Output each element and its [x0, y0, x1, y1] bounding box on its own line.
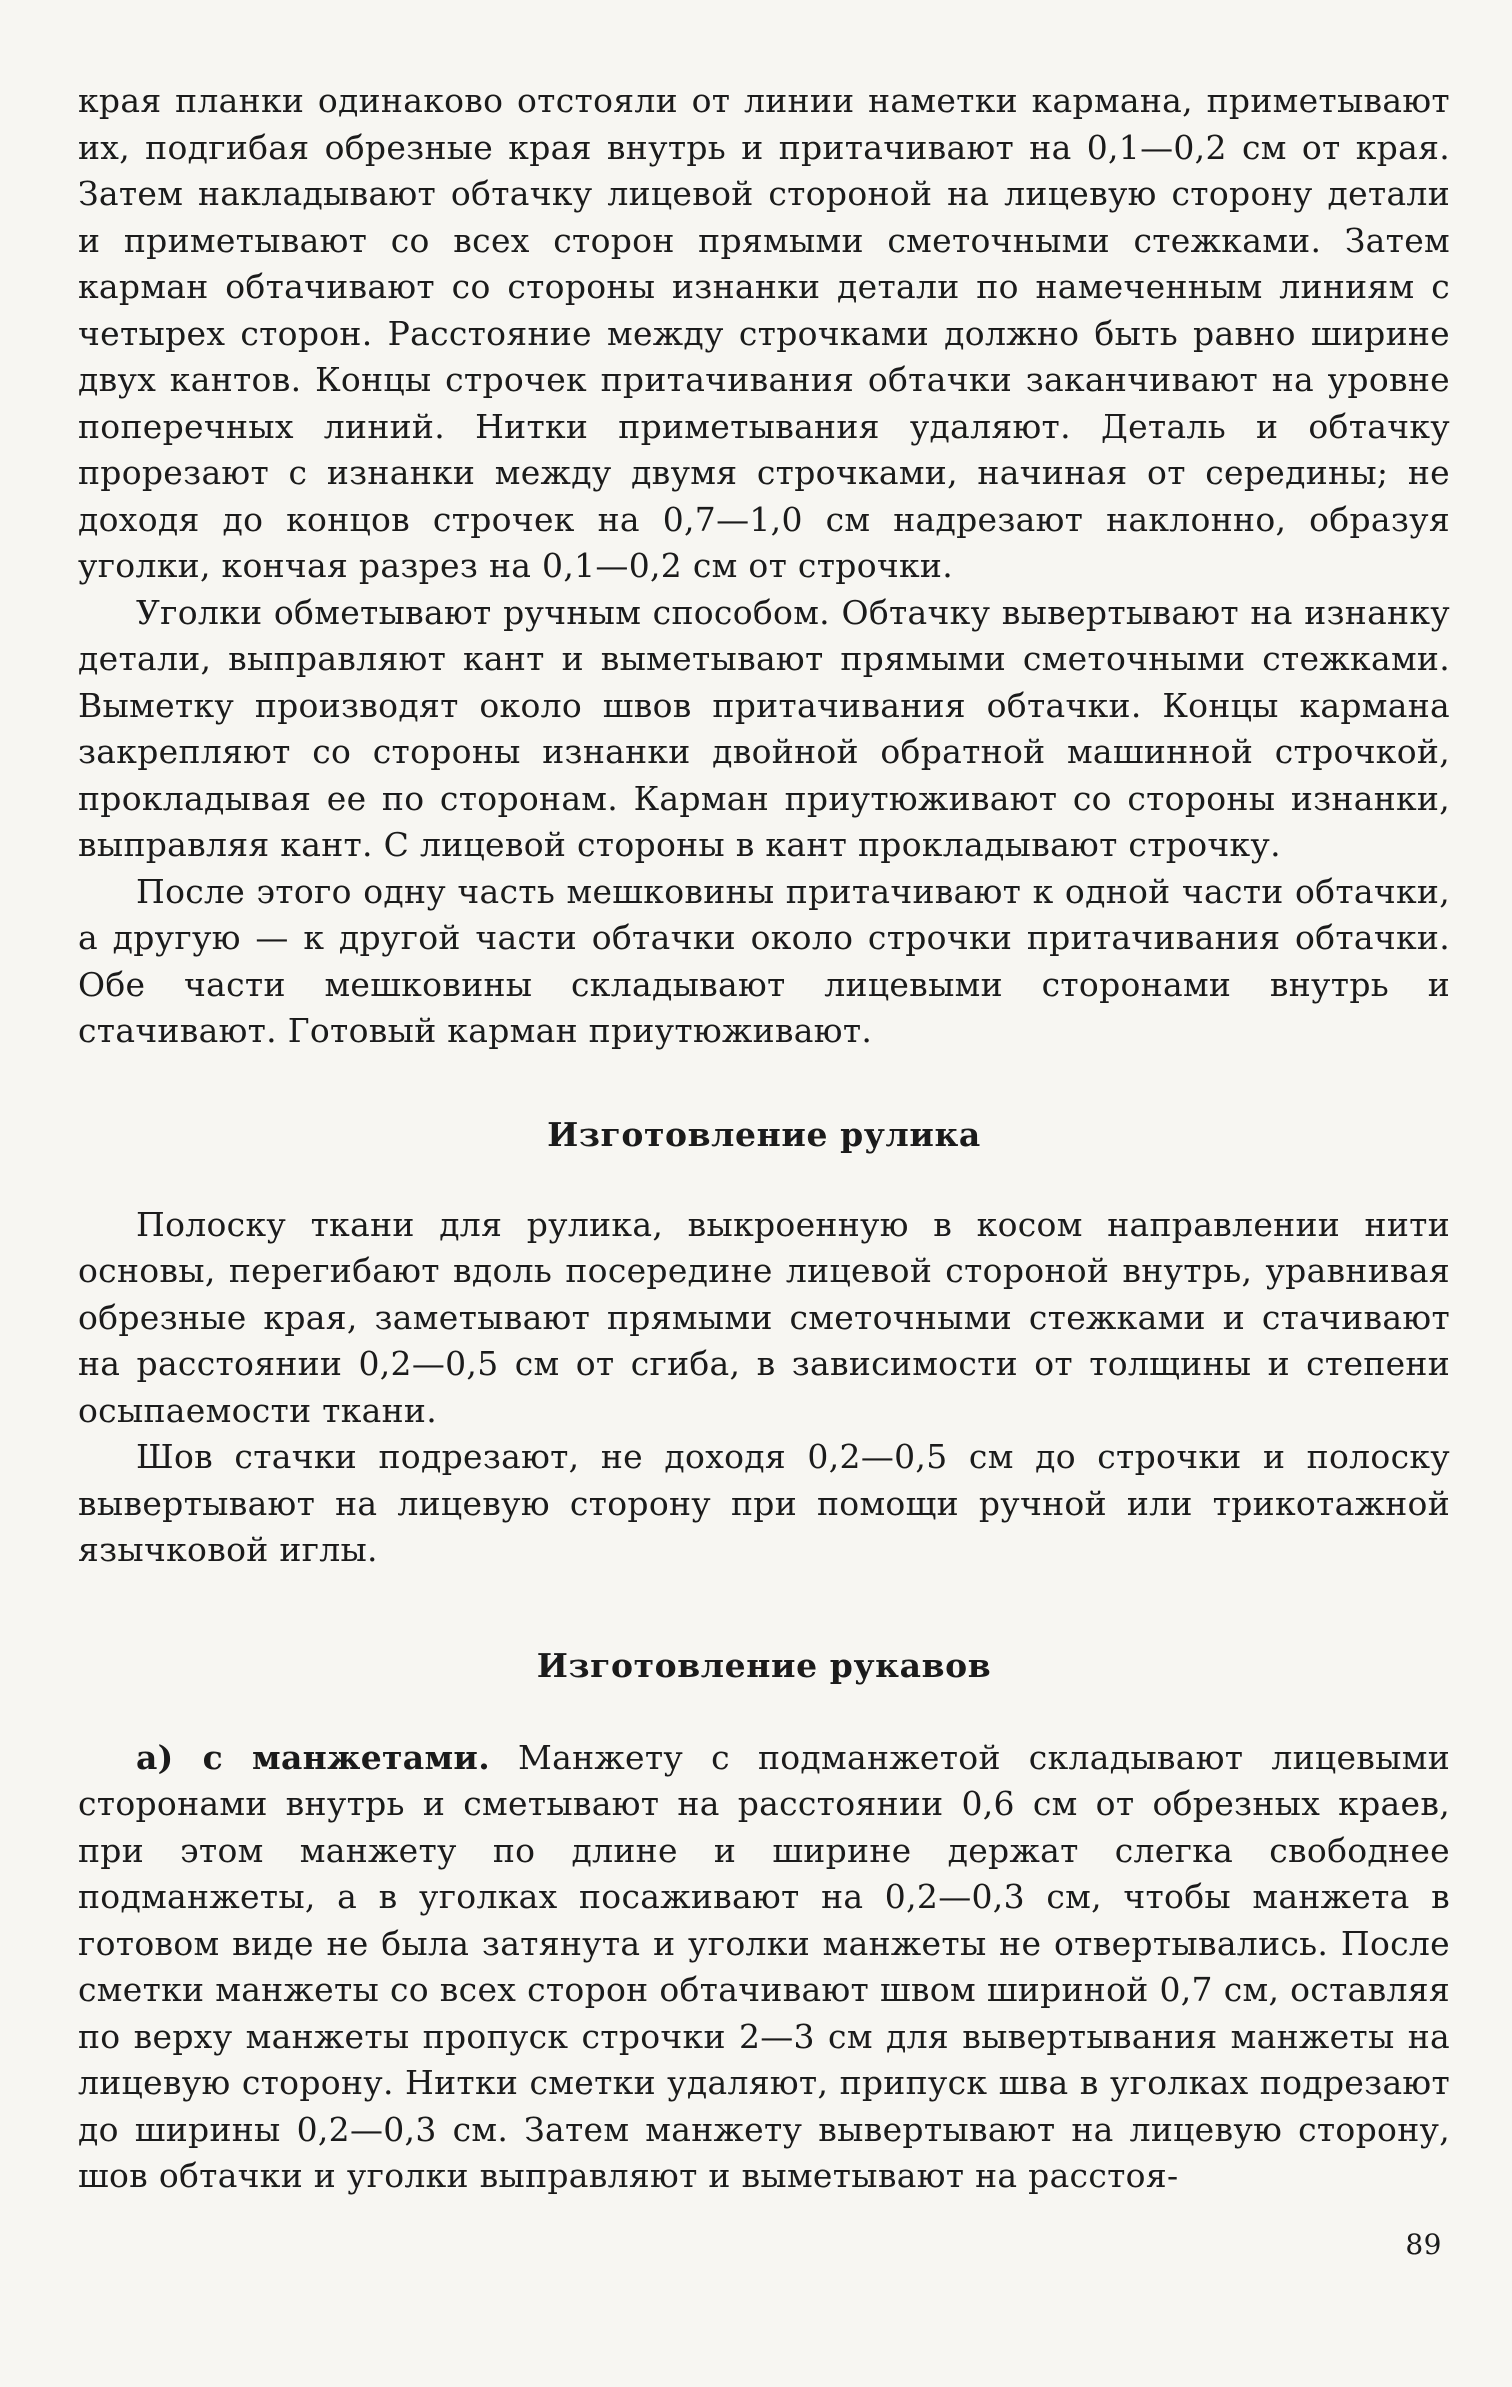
- section-title-rukava: Изготовление рукавов: [536, 1645, 992, 1685]
- cuffs-lead-label: а) с манжетами.: [136, 1737, 490, 1777]
- section-title-rulik: Изготовление рулика: [547, 1114, 981, 1154]
- paragraph-rulik-strip: Полоску ткани для рулика, выкроенную в косом направлении нити основы, перегибают вдоль посередине лицевой стороной внутрь, уравнивая обрезные края, заметывают прямыми сметочными стежками и стачивают на расстоянии 0,2—0,5 см от сгиба, в зависимости от толщины и степени осыпаемости ткани.: [78, 1204, 1450, 1430]
- page-number: 89: [1405, 2228, 1442, 2261]
- paragraph-lining: После этого одну часть мешковины притачивают к одной части обтачки, а другую — к другой части обтачки около строчки притачивания обтачки. Обе части мешковины складывают лицевыми сторонами внутрь и стачивают. Готовый карман приутюживают.: [78, 871, 1450, 1050]
- paragraph-cuffs: [78, 1735, 1450, 2200]
- cuffs-text: Манжету с подманжетой складывают лицевыми сторонами внутрь и сметывают на расстоянии 0,6 см от обрезных краев, при этом манжету по длине и ширине держат слегка свободнее подманжеты, а в уголках посаживают на 0,2—0,3 см, чтобы манжета в готовом виде не была затянута и уголки манжеты не отвертывались. После сметки манжеты со всех сторон обтачивают швом шириной 0,7 см, оставляя по верху манжеты пропуск строчки 2—3 см для вывертывания манжеты на лицевую сторону. Нитки сметки удаляют, припуск шва в уголках подрезают до ширины 0,2—0,3 см. Затем манжету вывертывают на лицевую сторону, шов обтачки и уголки выправляют и выметывают на расстоя-: [78, 1737, 1450, 2195]
- paragraph-corners: Уголки обметывают ручным способом. Обтачку вывертывают на изнанку детали, выправляют кант и выметывают прямыми сметочными стежками. Выметку производят около швов притачивания обтачки. Концы кармана закрепляют со стороны изнанки двойной обратной машинной строчкой, прокладывая ее по сторонам. Карман приутюживают со стороны изнанки, выправляя кант. С лицевой стороны в кант прокладывают строчку.: [78, 592, 1450, 864]
- paragraph-pocket-continuation: края планки одинаково отстояли от линии наметки кармана, приметывают их, подгибая обрезные края внутрь и притачивают на 0,1—0,2 см от края. Затем накладывают обтачку лицевой стороной на лицевую сторону детали и приметывают со всех сторон прямыми сметочными стежками. Затем карман обтачивают со стороны изнанки детали по намеченным линиям с четырех сторон. Расстояние между строчками должно быть равно ширине двух кантов. Концы строчек притачивания обтачки заканчивают на уровне поперечных линий. Нитки приметывания удаляют. Деталь и обтачку прорезают с изнанки между двумя строчками, начиная от середины; не доходя до концов строчек на 0,7—1,0 см надрезают наклонно, образуя уголки, кончая разрез на 0,1—0,2 см от строчки.: [78, 81, 1450, 585]
- paragraph-rulik-seam: Шов стачки подрезают, не доходя 0,2—0,5 см до строчки и полоску вывертывают на лицевую сторону при помощи ручной или трикотажной язычковой иглы.: [78, 1437, 1450, 1569]
